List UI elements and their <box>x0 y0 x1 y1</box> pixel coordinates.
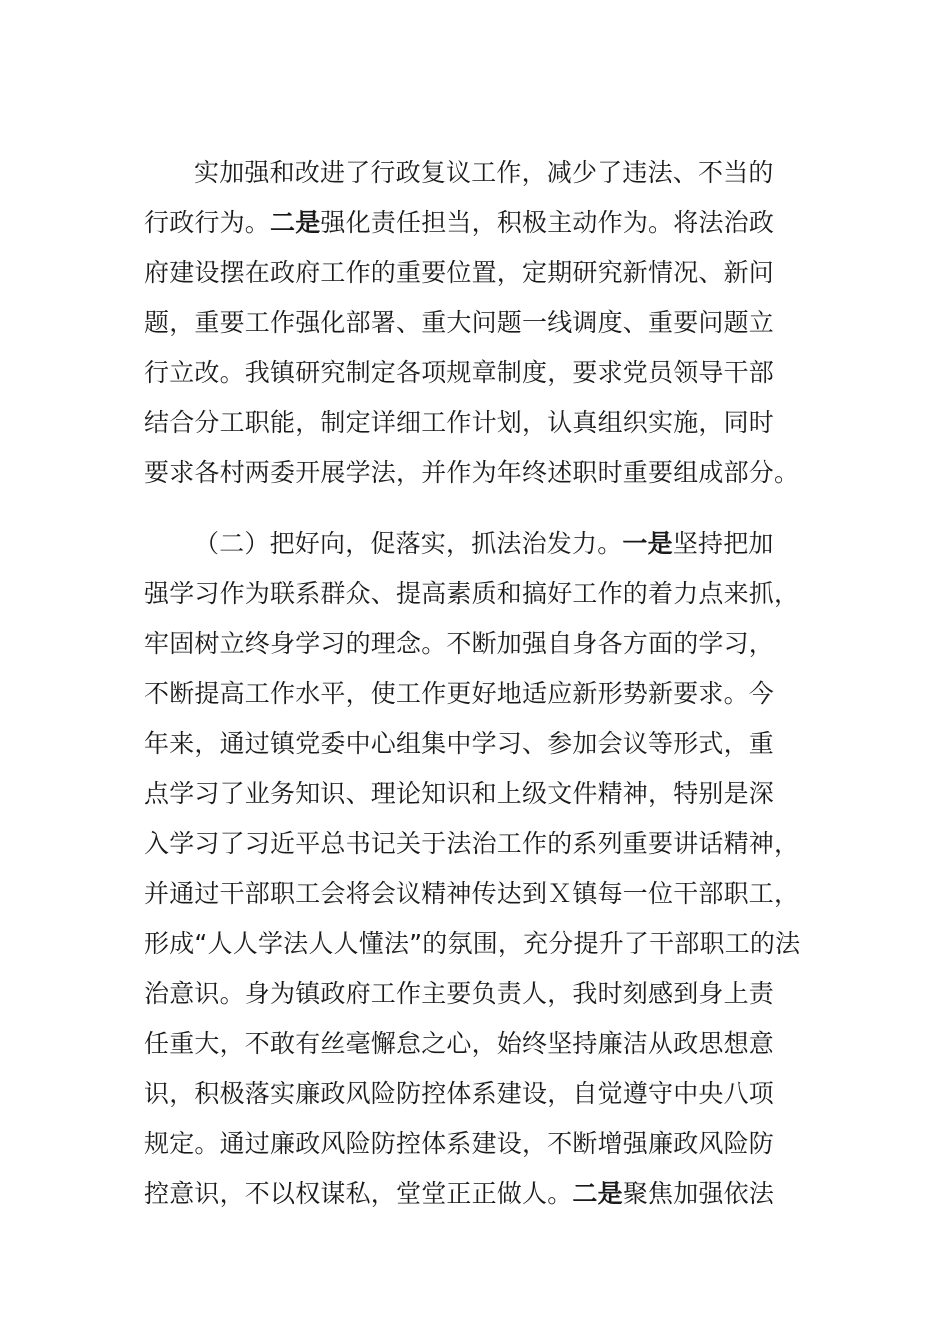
emphasis-text: 二是 <box>270 208 321 237</box>
text-line: 强学习作为联系群众、提高素质和搞好工作的着力点来抓， <box>144 579 800 608</box>
text-line <box>194 527 774 561</box>
text-line: 府建设摆在政府工作的重要位置，定期研究新情况、新问 <box>144 258 775 287</box>
text-line: 行立改。我镇研究制定各项规章制度，要求党员领导干部 <box>144 358 775 387</box>
text-line: 识，积极落实廉政风险防控体系建设，自觉遵守中央八项 <box>144 1079 775 1108</box>
text-run: （二）把好向，促落实，抓法治发力。 <box>194 529 623 558</box>
text-run: 行政行为。 <box>144 208 271 237</box>
text-line: 点学习了业务知识、理论知识和上级文件精神，特别是深 <box>144 779 775 808</box>
text-line: 不断提高工作水平，使工作更好地适应新形势新要求。今 <box>144 679 775 708</box>
text-run: 聚焦加强依法 <box>622 1179 775 1208</box>
text-line: 结合分工职能，制定详细工作计划，认真组织实施，同时 <box>144 408 775 437</box>
text-line: 规定。通过廉政风险防控体系建设，不断增强廉政风险防 <box>144 1129 775 1158</box>
text-line: 形成“人人学法人人懂法”的氛围，充分提升了干部职工的法 <box>144 929 801 958</box>
emphasis-text: 一是 <box>622 529 673 558</box>
text-line <box>144 206 774 240</box>
text-line: 任重大，不敢有丝毫懈怠之心，始终坚持廉洁从政思想意 <box>144 1029 775 1058</box>
text-run: 控意识，不以权谋私，堂堂正正做人。 <box>144 1179 573 1208</box>
text-line: 入学习了习近平总书记关于法治工作的系列重要讲话精神， <box>144 829 800 858</box>
emphasis-text: 二是 <box>572 1179 623 1208</box>
text-run: 坚持把加 <box>672 529 774 558</box>
text-line: 实加强和改进了行政复议工作，减少了违法、不当的 <box>194 158 774 187</box>
text-line: 牢固树立终身学习的理念。不断加强自身各方面的学习， <box>144 629 775 658</box>
text-run: 强化责任担当，积极主动作为。将法治政 <box>320 208 775 237</box>
text-line: 并通过干部职工会将会议精神传达到Ｘ镇每一位干部职工， <box>144 879 800 908</box>
text-line: 治意识。身为镇政府工作主要负责人，我时刻感到身上责 <box>144 979 775 1008</box>
text-line: 要求各村两委开展学法，并作为年终述职时重要组成部分。 <box>144 458 800 487</box>
text-line: 题，重要工作强化部署、重大问题一线调度、重要问题立 <box>144 308 775 337</box>
text-line <box>144 1177 774 1211</box>
text-line: 年来，通过镇党委中心组集中学习、参加会议等形式，重 <box>144 729 775 758</box>
